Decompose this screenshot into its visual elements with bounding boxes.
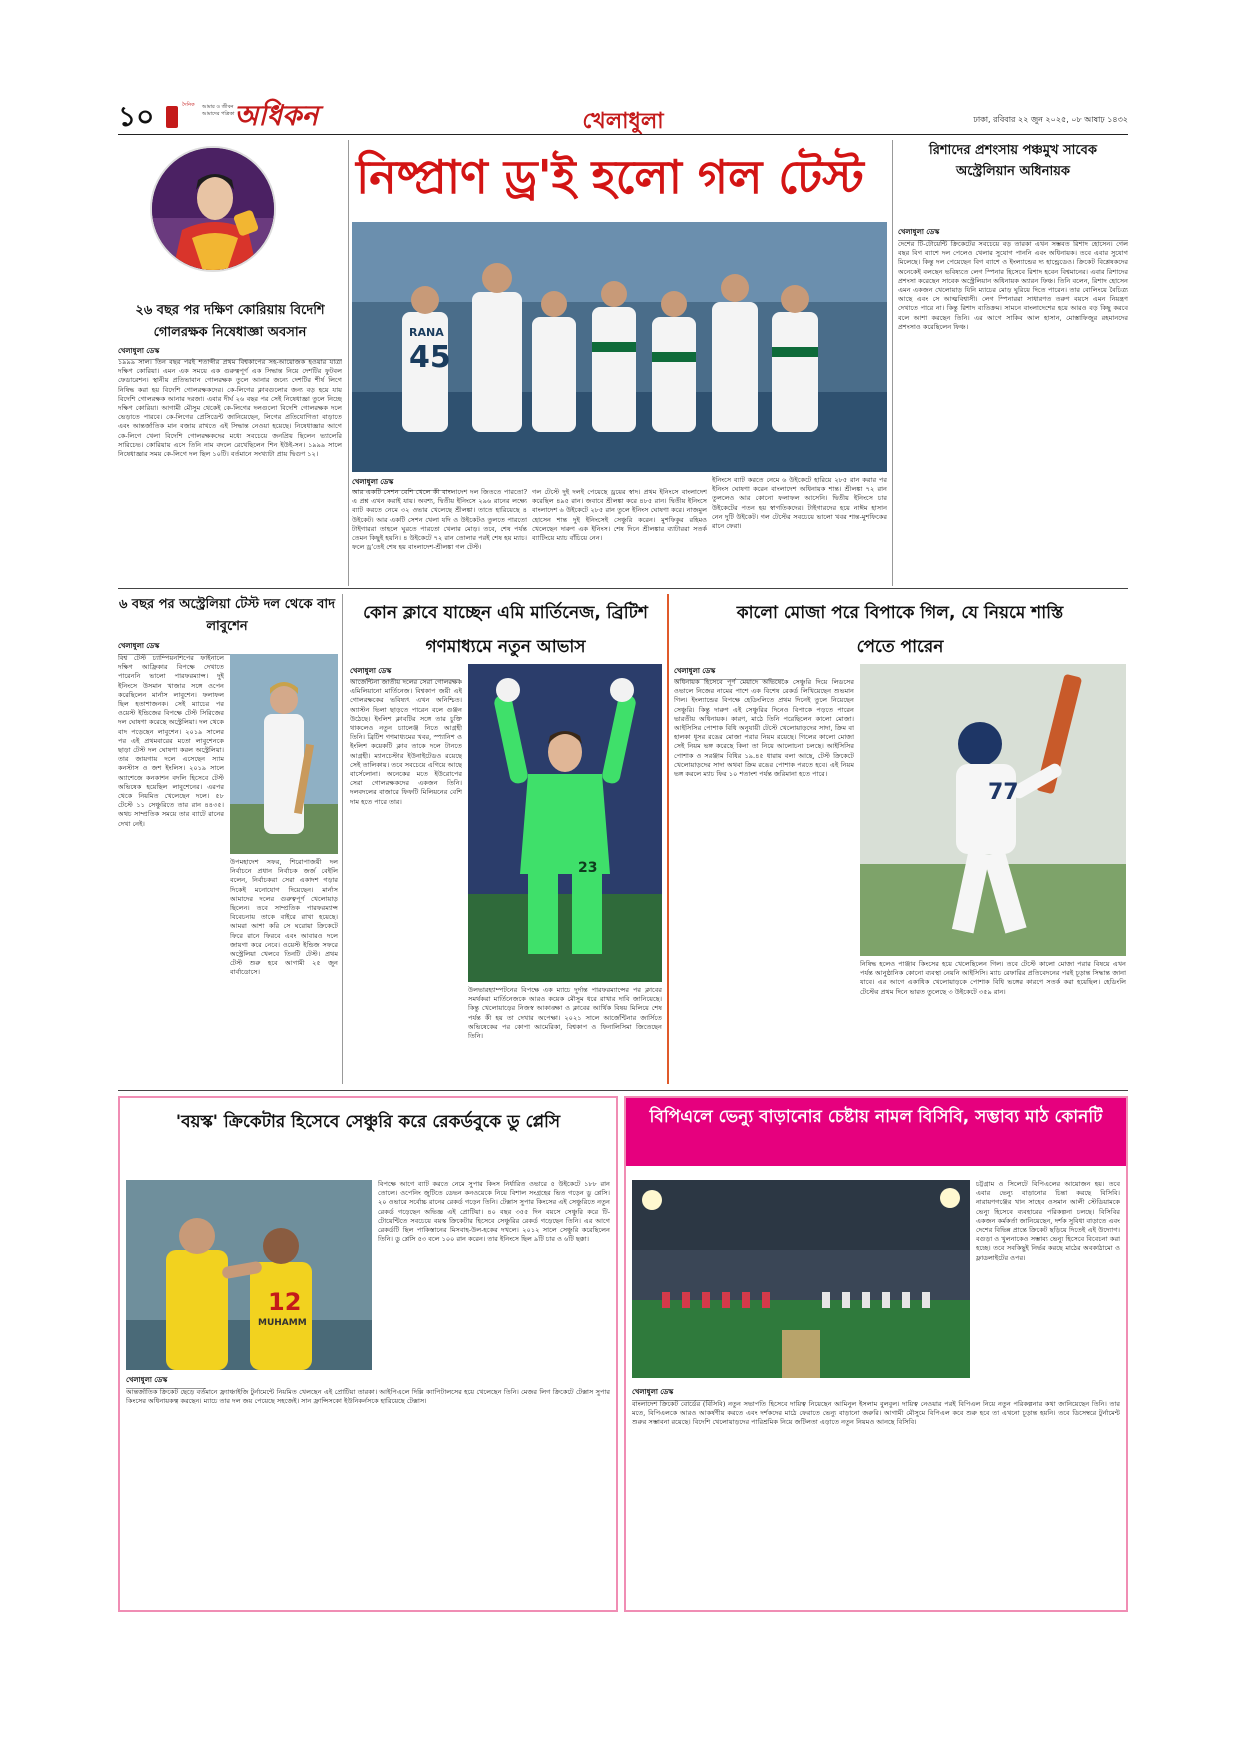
gill-photo (860, 664, 1126, 956)
section-rule (118, 588, 1128, 589)
bpl-body-right: চট্টগ্রাম ও সিলেটে বিপিএলের আয়োজন হয়। তবে এবার ভেন্যু বাড়ানোর চিন্তা করছে বিসিবি। নারায়ণগঞ্জের খান সাহেব ওসমান আলী স্টেডিয়ামকে ভেন্যু হিসেবে ব্যবহারের পরিকল্পনা চলছে। বিসিবির একজন কর্মকর্তা জানিয়েছেন, দর্শক সুবিধা বাড়াতে এবং দেশের বিভিন্ন প্রান্তে ক্রিকেট ছড়িয়ে দিতেই এই উদ্যোগ। বগুড়া ও খুলনাকেও সম্ভাব্য ভেন্যু হিসেবে বিবেচনা করা হচ্ছে। তবে সবকিছুই নির্ভর করছে মাঠের অবকাঠামো ও ফ্লাডলাইটের ওপর। (976, 1180, 1120, 1262)
col-divider-accent (667, 594, 669, 1084)
logo-tag: দৈনিক (182, 102, 195, 108)
martinez-jersey-number: 23 (578, 860, 598, 876)
gill-byline: খেলাধুলা ডেস্ক (674, 665, 784, 680)
newspaper-logo (166, 99, 319, 132)
labuschagne-headline: ৬ বছর পর অস্ট্রেলিয়া টেস্ট দল থেকে বাদ লাবুশেন (118, 597, 336, 634)
lead-byline: খেলাধুলা ডেস্ক (352, 476, 452, 491)
logo-subtitle: আমার ও জীবন আমাদের পত্রিকা (202, 104, 235, 117)
korea-player-photo (150, 146, 276, 272)
martinez-headline: কোন ক্লাবে যাচ্ছেন এমি মার্তিনেজ, ব্রিটিশ গণমাধ্যমে নতুন আভাস (363, 603, 648, 657)
korea-headline: ২৬ বছর পর দক্ষিণ কোরিয়ায় বিদেশি গোলরক্ষক নিষেধাজ্ঞা অবসান (135, 303, 325, 340)
cricketers-celebrating-icon (126, 1180, 372, 1370)
logo-mark-icon (166, 106, 178, 128)
lead-body-col1: আর একটি সেশন বেশি খেলে কী বাংলাদেশ দল জিততে পারতো? এ প্রশ্ন এখন করাই যায়। অবশ্য, দ্বিতীয় ইনিংসে ২৯৬ রানের লক্ষ্যে ব্যাট করতে নেমে ৩২ ওভার খেলেছে শ্রীলঙ্কা। তাতে হারিয়েছে ৪ উইকেট। আর একটি সেশন খেলা যদি ও উইকেটও তুলতে পারতো টাইগাররা তাহলে ঘুরতে পারতো খেলার মোড়। তবে, শেষ পর্যন্ত তেমন কিছুই হয়নি। ৪ উইকেটে ৭২ রান তোলার পরই শেষ হয় ম্যাচ। ফলে ড্র'তেই শেষ হয় বাংলাদেশ-শ্রীলঙ্কা গল টেস্ট। (352, 488, 527, 552)
gill-headline: কালো মোজা পরে বিপাকে গিল, যে নিয়মে শাস্তি পেতে পারেন (736, 603, 1064, 657)
labuschagne-body-left: বিশ্ব টেস্ট চ্যাম্পিয়নশিপের ফাইনালে দক্ষিণ আফ্রিকার বিপক্ষে দেখাতে পারেননি ভালো পারফরম্যান্স। দুই ইনিংসে উসমান খাজার সঙ্গে ওপেন করেছিলেন মার্নাস লাবুশেন। ফলাফল ছিল হতাশাজনক। সেই ম্যাচের পর ওয়েস্ট ইন্ডিজের বিপক্ষে টেস্ট সিরিজের দল ঘোষণা করেছে অস্ট্রেলিয়া। দল থেকে বাদ পড়েছেন লাবুশেন। ২০১৯ সালের পর এই প্রথমবারের মতো লাবুশেনকে ছাড়া টেস্ট দল ঘোষণা করল অস্ট্রেলিয়া। তার জায়গায় দলে এসেছেন স্যাম কনস্টাস ও জশ ইংলিস। ২০১৯ সালে অ্যাশেজে কনকাশন বদলি হিসেবে টেস্ট অভিষেক হয়েছিল লাবুশেনের। এরপর থেকে নিয়মিত খেলেছেন দলে। ৫৮ টেস্টে ১১ সেঞ্চুরিতে তার রান ৪৪৩৫। অথচ সাম্প্রতিক সময়ে তার ব্যাটে রানের দেখা নেই। (118, 654, 224, 828)
duplessis-byline: খেলাধুলা ডেস্ক (126, 1374, 206, 1389)
lead-photo (352, 222, 887, 472)
martinez-body-right: উলভারহ্যাম্পটনের বিপক্ষে এক ম্যাচে দুর্দান্ত পারফরম্যান্সের পর ক্লাবের সমর্থকরা মার্তিনেজকে আরও কয়েক মৌসুম ধরে রাখার দাবি জানিয়েছে। কিন্তু খেলোয়াড়ের নিজস্ব আকাঙ্ক্ষা ও ক্লাবের আর্থিক বিষয় মিলিয়ে শেষ পর্যন্ত কী হয় তা দেখার অপেক্ষা। ২০২১ সালে আর্জেন্টিনার জার্সিতে অভিষেকের পর কোপা আমেরিকা, বিশ্বকাপ ও ফিনালিসিমা জিতেছেন তিনি। (468, 986, 662, 1041)
duplessis-body-right: বিপক্ষে আগে ব্যাট করতে নেমে সুপার কিংস নির্ধারিত ওভারে ৫ উইকেটে ১৮৮ রান তোলে। ওপেনিং জুটিতে ডেভন কনওয়েকে নিয়ে বিশাল সংগ্রহের ভিত গড়েন ডু প্লেসি। ২০ ওভারে সর্বোচ্চ রানের রেকর্ড গড়েন তিনি। টেক্সাস সুপার কিংসের এই সেঞ্চুরিতে নতুন রেকর্ড গড়েছেন অভিজ্ঞ এই প্রোটিয়া। ৪০ বছর ৩৫৫ দিন বয়সে সেঞ্চুরি করে টি-টোয়েন্টিতে সবচেয়ে বয়স্ক ক্রিকেটার হিসেবে সেঞ্চুরির রেকর্ড গড়েছেন তিনি। এর আগে রেকর্ডটি ছিল পাকিস্তানের মিসবাহ-উল-হকের দখলে। ২০১২ সালে সেঞ্চুরি করেছিলেন তিনি। ডু প্লেসি ৫৩ বলে ১০০ রান করেন। তার ইনিংসে ছিল ৯টি চার ও ৬টি ছক্কা। (378, 1180, 610, 1244)
logo-name: অধিকন (234, 99, 319, 132)
duplessis-jersey-number: 12 (268, 1288, 302, 1316)
dateline: ঢাকা, রবিবার ২২ জুন ২০২৫, ০৮ আষাঢ় ১৪৩২ (973, 115, 1128, 124)
lead-jersey-number: 45 (409, 340, 451, 375)
lead-jersey-name: RANA (409, 326, 444, 339)
masthead (118, 100, 1128, 134)
lead-headline: নিষ্প্রাণ ড্র'ই হলো গল টেস্ট (356, 150, 864, 204)
goalkeeper-celebrating-icon (468, 664, 662, 982)
side-headline: রিশাদের প্রশংসায় পঞ্চমুখ সাবেক অস্ট্রেলিয়ান অধিনায়ক (929, 143, 1097, 179)
bpl-byline: খেলাধুলা ডেস্ক (632, 1386, 712, 1401)
martinez-byline: খেলাধুলা ডেস্ক (350, 665, 460, 680)
bpl-headline: বিপিএলে ভেন্যু বাড়ানোর চেষ্টায় নামল বিসিবি, সম্ভাব্য মাঠ কোনটি (649, 1107, 1103, 1127)
labuschagne-body-right: উপমহাদেশ সফর, শিরোপাজয়ী দল নির্বাচনে প্রধান নির্বাচক জর্জ বেইলি বলেন, নির্বাচকরা সেরা একাদশ গড়ার দিকেই মনোযোগ দিয়েছেন। মার্নাস আমাদের দলের গুরুত্বপূর্ণ খেলোয়াড় ছিলেন। তবে সাম্প্রতিক পারফরম্যান্স বিবেচনায় তাকে বাইরে রাখা হয়েছে। আমরা আশা করি সে ঘরোয়া ক্রিকেটে ফিরে রানে ফিরবে এবং আবারও দলে জায়গা করে নেবে। ওয়েস্ট ইন্ডিজ সফরে অস্ট্রেলিয়া খেলবে তিনটি টেস্ট। প্রথম টেস্ট শুরু হবে আগামী ২৫ জুন বার্বাডোসে। (230, 858, 338, 977)
col-divider (348, 140, 349, 586)
bpl-body-bottom: বাংলাদেশ ক্রিকেট বোর্ডের (বিসিবি) নতুন সভাপতি হিসেবে দায়িত্ব নিয়েছেন আমিনুল ইসলাম বুলবুল। দায়িত্ব নেওয়ার পরই বিপিএল নিয়ে নতুন পরিকল্পনার কথা জানিয়েছেন তিনি। তার মতে, বিপিএলকে আরও আকর্ষণীয় করতে এবং দর্শকদের মাঠে ফেরাতে ভেন্যু বাড়ানো জরুরি। আগামী মৌসুমে বিপিএল কবে শুরু হবে তা এখনো চূড়ান্ত হয়নি। তবে ডিসেম্বরে টুর্নামেন্ট শুরুর সম্ভাবনা রয়েছে। বিদেশি খেলোয়াড়দের পারিশ্রমিক নিয়ে জটিলতা এড়াতে নতুন নিয়মও আনছে বিসিবি। (632, 1400, 1120, 1427)
korea-body: ১৯৯৯ সাল। তিন বছর পরই শতাব্দীর প্রথম বিশ্বকাপের সহ-আয়োজক হওয়ার যাত্রা দক্ষিণ কোরিয়া। এমন এক সময়ে এক গুরুত্বপূর্ণ এক সিদ্ধান্ত নিয়ে দেশটির ফুটবল ফেডারেশন। স্থানীয় প্রতিভাবান গোলরক্ষক তুলে আনার জন্যে দেশটির শীর্ষ লিগে নিষিদ্ধ করা হয় বিদেশি গোলরক্ষকদের। কে-লিগের ক্লাবগুলোর জন্য বড় হয়ে যায় বিদেশি গোলরক্ষক আনার দরজা। এবার দীর্ঘ ২৬ বছর পর সেই নিষেধাজ্ঞা তুলে নিচ্ছে দক্ষিণ কোরিয়া। আগামী মৌসুম থেকেই কে-লিগের দলগুলো বিদেশি গোলরক্ষক দলে ভেড়াতে পারবে। কে-লিগের প্রেসিডেন্ট জানিয়েছেন, লিগের প্রতিযোগিতা বাড়াতে এবং আন্তর্জাতিক মান বজায় রাখতে এই সিদ্ধান্ত নেওয়া হয়েছে। নিষেধাজ্ঞার আগে কে-লিগে খেলা বিদেশি গোলরক্ষকদের মধ্যে সবচেয়ে জনপ্রিয় ছিলেন ভ্যালেরি সারিচেভ। কোরিয়ায় এসে তিনি নাম বদলে রেখেছিলেন শিন ইউই-সন। ১৯৯৯ সালে নিষেধাজ্ঞার সময় কে-লিগে দল ছিল ১০টি। বর্তমানে সংখ্যাটা প্রায় দ্বিগুণ ১২। (118, 358, 342, 459)
stadium-night-icon (632, 1180, 970, 1378)
batsman-shot-icon (860, 664, 1126, 956)
col-divider (892, 140, 893, 586)
side-byline: খেলাধুলা ডেস্ক (898, 226, 1128, 241)
batsman-walking-icon (230, 654, 338, 854)
section-name: খেলাধুলা (582, 109, 664, 134)
lead-body-col3: ইনিংসে ব্যাট করতে নেমে ৬ উইকেটে হারিয়ে ২৮৫ রান করার পর ইনিংস ঘোষণা করেন বাংলাদেশ অধিনায়ক শান্ত। শ্রীলঙ্কা ৭২ রান তুললেও আর কোনো ফলাফল আসেনি। দ্বিতীয় ইনিংসে চার উইকেটের পতন হয় স্বাগতিকদের। টাইগারদের হয়ে নাঈম হাসান নেন দুটি উইকেট। গল টেস্টের সবচেয়ে ভালো খবর শান্ত-মুশফিকের রানে ফেরা। (712, 476, 887, 531)
duplessis-jersey-name: MUHAMM (258, 1318, 307, 1328)
duplessis-body-bottom: আন্তর্জাতিক ক্রিকেট ছেড়ে বর্তমানে ফ্র্যাঞ্চাইজি টুর্নামেন্টে নিয়মিত খেলছেন এই প্রোটিয়া তারকা। আইপিএলে দিল্লি ক্যাপিটালসের হয়ে খেলেছেন তিনি। মেজর লিগ ক্রিকেটে টেক্সাস সুপার কিংসের অধিনায়কত্ব করছেন। ম্যাচে তার দল জয় পেয়েছে সহজেই। সান ফ্রান্সিসকো ইউনিকর্নসকে হারিয়েছে টেক্সাস। (126, 1388, 610, 1406)
side-body: দেশের টি-টোয়েন্টি ক্রিকেটের সবচেয়ে বড় তারকা এখন সম্ভবত রিশাদ হোসেন। গেল বছর বিগ ব্যাশে দল পেলেও খেলার সুযোগ পাননি এবং অধিনায়ক। তবে এবার সুযোগ মিলেছে। কিন্তু দল পেয়েছেন বিগ ব্যাশে ও ইংল্যান্ডের দ্য হান্ড্রেডেও। ক্রিকেট বিশ্লেষকদের অনেকেই বলছেন ভবিষ্যতে লেগ স্পিনার হিসেবে রিশাদ হবেন বিশ্বমানের। এবার রিশাদের প্রশংসা করেছেন সাবেক অস্ট্রেলিয়ান অধিনায়ক অ্যারন ফিঞ্চ। তিনি বলেন, রিশাদ হোসেন এমন একজন খেলোয়াড় যিনি ম্যাচের মোড় ঘুরিয়ে দিতে পারেন। তার বোলিংয়ে বৈচিত্র্য আছে এবং সে আত্মবিশ্বাসী। লেগ স্পিনাররা সাধারণত তরুণ বয়সে এমন নিয়ন্ত্রণ দেখাতে পারে না। কিন্তু রিশাদ ব্যতিক্রম। সামনে বাংলাদেশের হয়ে আরও বড় কিছু করবে বলে আশা করছেন তিনি। এর আগে সাকিব আল হাসান, মোস্তাফিজুর রহমানদের প্রশংসাও করেছিলেন ফিঞ্চ। (898, 240, 1128, 331)
duplessis-headline: 'বয়স্ক' ক্রিকেটার হিসেবে সেঞ্চুরি করে রেকর্ডবুকে ডু প্লেসি (175, 1112, 561, 1132)
martinez-body-left: আর্জেন্টিনা জাতীয় দলের সেরা গোলরক্ষক এমিলিয়ানো মার্তিনেজ। বিশ্বকাপ জয়ী এই গোলরক্ষকের ভবিষ্যৎ এখন অনিশ্চিত। অ্যাস্টন ভিলা ছাড়তে পারেন বলে গুঞ্জন উঠেছে। ইংলিশ ক্লাবটির সঙ্গে তার চুক্তি থাকলেও নতুন চ্যালেঞ্জ নিতে আগ্রহী তিনি। ব্রিটিশ গণমাধ্যমের খবর, স্প্যানিশ ও ইংলিশ কয়েকটি ক্লাব তাকে দলে টানতে আগ্রহী। ম্যানচেস্টার ইউনাইটেডও রয়েছে সেই তালিকায়। তবে সবচেয়ে এগিয়ে আছে বার্সেলোনা। অনেকের মতে ইউরোপের সেরা গোলরক্ষকদের একজন তিনি। দলবদলের বাজারে ফিফটি মিলিয়নের বেশি দাম হতে পারে তার। (350, 678, 462, 806)
page-number: ১০ (118, 100, 155, 133)
bpl-photo (632, 1180, 970, 1378)
masthead-rule (118, 134, 1128, 135)
section-rule (118, 1090, 1128, 1091)
gill-body-left: অধিনায়ক হিসেবে পূর্ণ মেয়াদে অভিষেকে সেঞ্চুরি দিয়ে লিডসের ওভালে নিজের নামের পাশে এক বিশেষ রেকর্ড লিখিয়েছেন শুভমান গিল। ইংল্যান্ডের বিপক্ষে হেডিংলিতে প্রথম দিনেই তুলে নিয়েছেন সেঞ্চুরি। কিন্তু দারুণ এই সেঞ্চুরির দিনেও বিপাকে পড়তে পারেন ভারতীয় অধিনায়ক। কারণ, মাঠে তিনি পরেছিলেন কালো মোজা। আইসিসির পোশাক বিধি অনুযায়ী টেস্টে খেলোয়াড়দের সাদা, ক্রিম বা হালকা ধূসর রঙের মোজা পরার নিয়ম রয়েছে। গিলের কালো মোজা সেই নিয়ম ভঙ্গ করেছে কিনা তা নিয়ে আলোচনা চলছে। আইসিসির পোশাক ও সরঞ্জাম বিধির ১৯.৪৫ ধারায় বলা আছে, টেস্ট ক্রিকেটে খেলোয়াড়দের সাদা অথবা ক্রিম রঙের পোশাক পরতে হবে। এই নিয়ম ভঙ্গ করলে ম্যাচ ফির ১০ শতাংশ পর্যন্ত জরিমানা হতে পারে। (674, 678, 854, 779)
korea-byline: খেলাধুলা ডেস্ক (118, 345, 342, 360)
labuschagne-photo (230, 654, 338, 854)
lead-body-col2: গল টেস্টে দুই দলই পেয়েছে ড্রয়ের স্বাদ। প্রথম ইনিংসে বাংলাদেশ করেছিল ৪৯৫ রান। জবাবে শ্রীলঙ্কা করে ৪৮৫ রান। দ্বিতীয় ইনিংসে বাংলাদেশ ৬ উইকেটে ২৮৫ রান তুলে ইনিংস ঘোষণা করে। নাজমুল হোসেন শান্ত দুই ইনিংসেই সেঞ্চুরি করেন। মুশফিকুর রহিমও খেলেছেন দারুণ এক ইনিংস। শেষ দিনে শ্রীলঙ্কার ব্যাটাররা সতর্ক ব্যাটিংয়ে ম্যাচ বাঁচিয়ে নেন। (532, 488, 707, 543)
martinez-photo (468, 664, 662, 982)
labuschagne-byline: খেলাধুলা ডেস্ক (118, 640, 336, 655)
goalkeeper-figure-icon (152, 148, 276, 272)
col-divider (342, 594, 343, 1084)
duplessis-photo (126, 1180, 372, 1370)
gill-jersey-number: 77 (988, 780, 1019, 805)
gill-body-bottom: নিষিদ্ধ হলেও পাঞ্জাব কিংসের হয়ে খেলেছিলেন গিল। তবে টেস্টে কালো মোজা পরার বিষয়ে এখন পর্যন্ত আনুষ্ঠানিক কোনো ব্যবস্থা নেয়নি আইসিসি। ম্যাচ রেফারির প্রতিবেদনের পরই চূড়ান্ত সিদ্ধান্ত জানা যাবে। এর আগে একাধিক খেলোয়াড়কে পোশাক বিধি ভঙ্গের কারণে সতর্ক করা হয়েছিল। হেডিংলি টেস্টের প্রথম দিনে ভারত তুলেছে ৩ উইকেটে ৩৫৯ রান। (860, 960, 1126, 996)
